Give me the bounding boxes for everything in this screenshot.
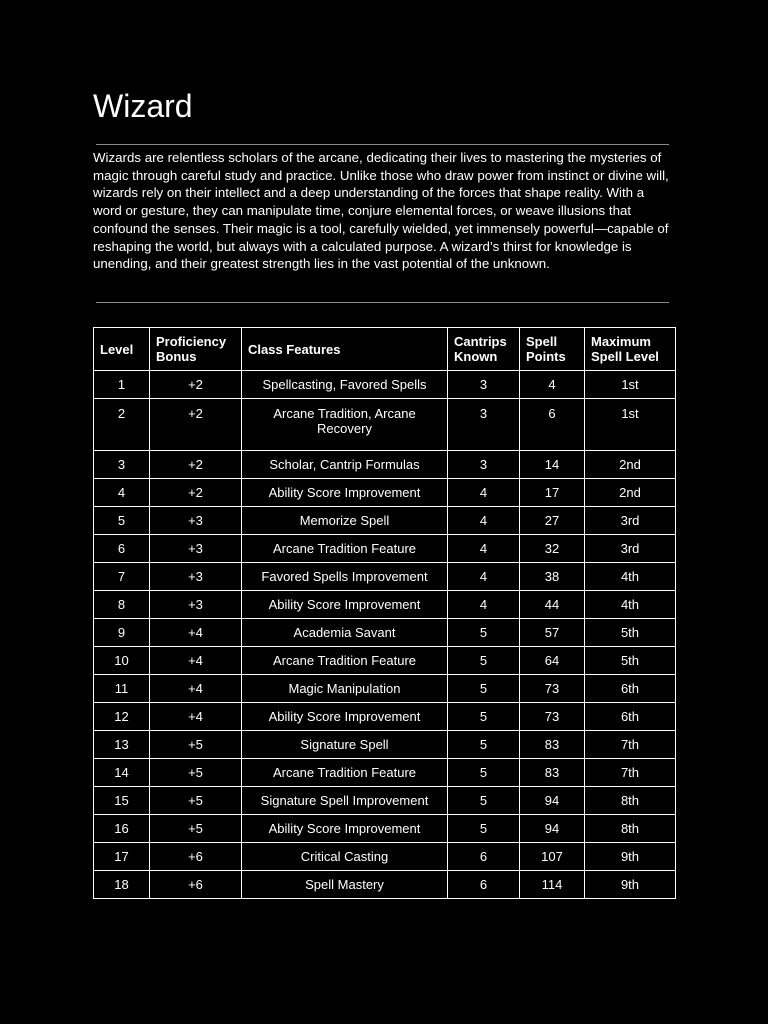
cell-max-spell-level: 4th xyxy=(585,591,676,619)
cell-spell-points: 14 xyxy=(520,451,585,479)
cell-proficiency-bonus: +4 xyxy=(150,703,242,731)
header-class-features: Class Features xyxy=(242,328,448,371)
cell-proficiency-bonus: +4 xyxy=(150,675,242,703)
cell-level: 18 xyxy=(94,871,150,899)
cell-max-spell-level: 7th xyxy=(585,759,676,787)
cell-proficiency-bonus: +5 xyxy=(150,815,242,843)
table-body xyxy=(94,371,676,899)
cell-proficiency-bonus: +6 xyxy=(150,871,242,899)
cell-level: 12 xyxy=(94,703,150,731)
cell-class-features: Memorize Spell xyxy=(242,507,448,535)
cell-max-spell-level: 2nd xyxy=(585,479,676,507)
table-row xyxy=(94,451,676,479)
table-row xyxy=(94,563,676,591)
cell-proficiency-bonus: +2 xyxy=(150,371,242,399)
cell-level: 4 xyxy=(94,479,150,507)
cell-max-spell-level: 7th xyxy=(585,731,676,759)
cell-cantrips-known: 6 xyxy=(448,843,520,871)
cell-proficiency-bonus: +5 xyxy=(150,759,242,787)
header-proficiency-bonus: Proficiency Bonus xyxy=(150,328,242,371)
cell-cantrips-known: 5 xyxy=(448,675,520,703)
cell-spell-points: 57 xyxy=(520,619,585,647)
cell-spell-points: 38 xyxy=(520,563,585,591)
page-title: Wizard xyxy=(93,88,193,124)
cell-proficiency-bonus: +2 xyxy=(150,479,242,507)
cell-max-spell-level: 3rd xyxy=(585,535,676,563)
cell-class-features: Favored Spells Improvement xyxy=(242,563,448,591)
cell-proficiency-bonus: +2 xyxy=(150,451,242,479)
cell-level: 10 xyxy=(94,647,150,675)
cell-level: 1 xyxy=(94,371,150,399)
cell-max-spell-level: 5th xyxy=(585,647,676,675)
cell-cantrips-known: 5 xyxy=(448,787,520,815)
class-progression-table xyxy=(93,327,676,899)
cell-spell-points: 94 xyxy=(520,815,585,843)
cell-level: 11 xyxy=(94,675,150,703)
cell-spell-points: 44 xyxy=(520,591,585,619)
table-row xyxy=(94,675,676,703)
cell-level: 8 xyxy=(94,591,150,619)
cell-spell-points: 107 xyxy=(520,843,585,871)
cell-spell-points: 6 xyxy=(520,399,585,451)
cell-cantrips-known: 5 xyxy=(448,619,520,647)
cell-cantrips-known: 5 xyxy=(448,703,520,731)
cell-class-features: Ability Score Improvement xyxy=(242,815,448,843)
header-spell-points: Spell Points xyxy=(520,328,585,371)
table-row xyxy=(94,843,676,871)
cell-cantrips-known: 5 xyxy=(448,647,520,675)
cell-max-spell-level: 1st xyxy=(585,399,676,451)
cell-spell-points: 32 xyxy=(520,535,585,563)
cell-class-features: Ability Score Improvement xyxy=(242,591,448,619)
cell-proficiency-bonus: +3 xyxy=(150,535,242,563)
cell-proficiency-bonus: +3 xyxy=(150,507,242,535)
cell-class-features: Ability Score Improvement xyxy=(242,479,448,507)
table-row xyxy=(94,479,676,507)
cell-level: 7 xyxy=(94,563,150,591)
cell-level: 6 xyxy=(94,535,150,563)
cell-cantrips-known: 3 xyxy=(448,451,520,479)
cell-cantrips-known: 6 xyxy=(448,871,520,899)
cell-proficiency-bonus: +6 xyxy=(150,843,242,871)
cell-class-features: Spellcasting, Favored Spells xyxy=(242,371,448,399)
cell-spell-points: 73 xyxy=(520,703,585,731)
cell-max-spell-level: 1st xyxy=(585,371,676,399)
cell-class-features: Magic Manipulation xyxy=(242,675,448,703)
table-row xyxy=(94,647,676,675)
cell-cantrips-known: 4 xyxy=(448,479,520,507)
table-row xyxy=(94,871,676,899)
table-row xyxy=(94,591,676,619)
cell-proficiency-bonus: +4 xyxy=(150,647,242,675)
class-description: Wizards are relentless scholars of the arcane, dedicating their lives to mastering the mysteries of magic through careful study and practice. Unlike those who draw power from instinct or divine will, wizards rely on their intellect and a deep understanding of the forces that shape reality. With a word or gesture, they can manipulate time, conjure elemental forces, or weave illusions that confound the senses. Their magic is a tool, carefully wielded, yet immensely powerful—capable of reshaping the world, but always with a calculated purpose. A wizard’s thirst for knowledge is unending, and their greatest strength lies in the vast potential of the unknown. xyxy=(93,150,669,272)
cell-spell-points: 73 xyxy=(520,675,585,703)
cell-class-features: Spell Mastery xyxy=(242,871,448,899)
cell-level: 5 xyxy=(94,507,150,535)
cell-spell-points: 27 xyxy=(520,507,585,535)
cell-proficiency-bonus: +2 xyxy=(150,399,242,451)
cell-level: 13 xyxy=(94,731,150,759)
cell-class-features: Arcane Tradition Feature xyxy=(242,647,448,675)
cell-class-features: Signature Spell Improvement xyxy=(242,787,448,815)
table-row xyxy=(94,535,676,563)
table-row xyxy=(94,399,676,451)
cell-cantrips-known: 4 xyxy=(448,535,520,563)
cell-spell-points: 114 xyxy=(520,871,585,899)
cell-spell-points: 64 xyxy=(520,647,585,675)
cell-class-features: Scholar, Cantrip Formulas xyxy=(242,451,448,479)
cell-spell-points: 4 xyxy=(520,371,585,399)
cell-spell-points: 83 xyxy=(520,731,585,759)
cell-max-spell-level: 8th xyxy=(585,787,676,815)
cell-level: 2 xyxy=(94,399,150,451)
cell-level: 17 xyxy=(94,843,150,871)
cell-cantrips-known: 5 xyxy=(448,759,520,787)
cell-max-spell-level: 2nd xyxy=(585,451,676,479)
cell-class-features: Arcane Tradition Feature xyxy=(242,535,448,563)
cell-cantrips-known: 5 xyxy=(448,815,520,843)
cell-cantrips-known: 4 xyxy=(448,507,520,535)
divider-top xyxy=(96,144,669,145)
cell-max-spell-level: 5th xyxy=(585,619,676,647)
cell-spell-points: 17 xyxy=(520,479,585,507)
cell-max-spell-level: 8th xyxy=(585,815,676,843)
cell-cantrips-known: 5 xyxy=(448,731,520,759)
cell-class-features: Academia Savant xyxy=(242,619,448,647)
table-row xyxy=(94,619,676,647)
cell-proficiency-bonus: +3 xyxy=(150,563,242,591)
table-row xyxy=(94,371,676,399)
cell-spell-points: 83 xyxy=(520,759,585,787)
cell-cantrips-known: 4 xyxy=(448,591,520,619)
cell-max-spell-level: 6th xyxy=(585,703,676,731)
cell-proficiency-bonus: +3 xyxy=(150,591,242,619)
divider-bottom xyxy=(96,302,669,303)
table-row xyxy=(94,731,676,759)
header-cantrips-known: Cantrips Known xyxy=(448,328,520,371)
header-level: Level xyxy=(94,328,150,371)
cell-max-spell-level: 4th xyxy=(585,563,676,591)
table-row xyxy=(94,759,676,787)
cell-spell-points: 94 xyxy=(520,787,585,815)
cell-max-spell-level: 9th xyxy=(585,871,676,899)
cell-level: 15 xyxy=(94,787,150,815)
cell-class-features: Arcane Tradition, Arcane Recovery xyxy=(242,399,448,451)
header-max-spell-level: Maximum Spell Level xyxy=(585,328,676,371)
table-row xyxy=(94,703,676,731)
table-header-row xyxy=(94,328,676,371)
table-row xyxy=(94,507,676,535)
cell-class-features: Arcane Tradition Feature xyxy=(242,759,448,787)
cell-class-features: Signature Spell xyxy=(242,731,448,759)
cell-cantrips-known: 4 xyxy=(448,563,520,591)
cell-class-features: Critical Casting xyxy=(242,843,448,871)
table-row xyxy=(94,787,676,815)
cell-max-spell-level: 6th xyxy=(585,675,676,703)
cell-proficiency-bonus: +5 xyxy=(150,731,242,759)
table-row xyxy=(94,815,676,843)
cell-cantrips-known: 3 xyxy=(448,371,520,399)
cell-proficiency-bonus: +4 xyxy=(150,619,242,647)
cell-max-spell-level: 9th xyxy=(585,843,676,871)
cell-class-features: Ability Score Improvement xyxy=(242,703,448,731)
cell-level: 3 xyxy=(94,451,150,479)
cell-level: 14 xyxy=(94,759,150,787)
cell-level: 9 xyxy=(94,619,150,647)
cell-proficiency-bonus: +5 xyxy=(150,787,242,815)
cell-cantrips-known: 3 xyxy=(448,399,520,451)
cell-level: 16 xyxy=(94,815,150,843)
cell-max-spell-level: 3rd xyxy=(585,507,676,535)
